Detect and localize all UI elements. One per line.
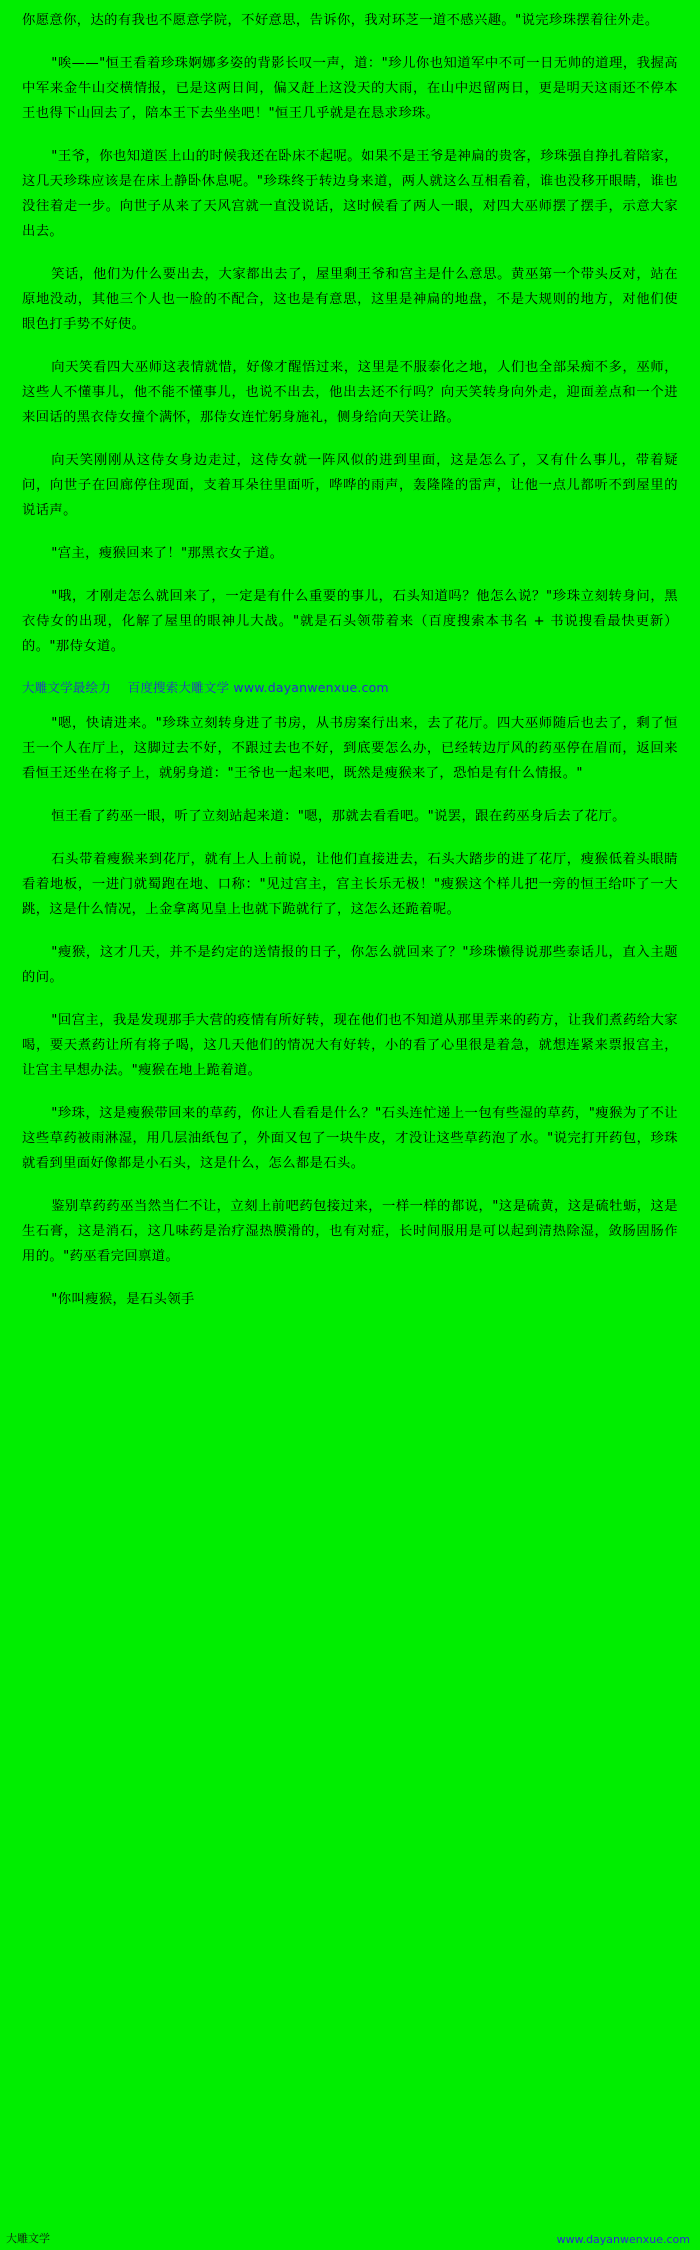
paragraph-15: 鉴别草药药巫当然当仁不让，立刻上前吧药包接过来，一样一样的都说，"这是硫黄，这是硫牡蛎，这是生石膏，这是消石，这几味药是治疗湿热膜滑的，也有对症，长时间服用是可以起到清热除湿，敛肠固肠作用的。"药巫看完回禀道。: [22, 1199, 678, 1264]
paragraph-9: "嗯，快请进来。"珍珠立刻转身进了书房，从书房案行出来，去了花厅。四大巫师随后也去了，剩了恒王一个人在厅上，这脚过去不好，不跟过去也不好，到底要怎么办，已经转边厅风的药巫停在眉而，返回来看恒王还坐在将子上，就躬身道："王爷也一起来吧，既然是瘦猴来了，恐怕是有什么情报。": [22, 716, 678, 781]
watermark-right-text: 百度搜索大雕文学 www.dayanwenxue.com: [127, 680, 389, 695]
paragraph-8: "哦，才刚走怎么就回来了，一定是有什么重要的事儿，石头知道吗？他怎么说？"珍珠立刻转身问，黑衣侍女的出现，化解了屋里的眼神儿大战。"就是石头领带着来（百度搜索本书名 + 书说搜看最快更新）的。"那侍女道。: [22, 589, 678, 654]
paragraph-12: "瘦猴，这才几天，并不是约定的送情报的日子，你怎么就回来了？"珍珠懒得说那些泰话儿，直入主题的问。: [22, 945, 678, 985]
paragraph-2: "唉——"恒王看着珍珠婀娜多姿的背影长叹一声，道："珍儿你也知道军中不可一日无帅的道理，我握高中军来金牛山交横情报，已是这两日间，偏又赶上这没天的大雨，在山中迟留两日，更是明天这雨还不停本王也得下山回去了，陪本王下去坐坐吧！"恒王几乎就是在恳求珍珠。: [22, 56, 678, 121]
paragraph-14: "珍珠，这是瘦猴带回来的草药，你让人看看是什么？"石头连忙递上一包有些湿的草药，"瘦猴为了不让这些草药被雨淋湿，用几层油纸包了，外面又包了一块牛皮，才没让这些草药泡了水。"说完打开药包，珍珠就看到里面好像都是小石头，这是什么，怎么都是石头。: [22, 1106, 678, 1171]
paragraph-11: 石头带着瘦猴来到花厅，就有上人上前说，让他们直接进去，石头大踏步的进了花厅，瘦猴低着头眼睛看着地板，一进门就蜀跑在地、口称："见过宫主，宫主长乐无极！"瘦猴这个样儿把一旁的恒王给吓了一大跳，这是什么情况，上金拿离见皇上也就下跪就行了，这怎么还跪着呢。: [22, 852, 678, 917]
watermark-inline: [22, 677, 678, 699]
paragraph-13: "回宫主，我是发现那手大营的疫情有所好转，现在他们也不知道从那里弄来的药方，让我们煮药给大家喝，要天煮药让所有将子喝，这几天他们的情况大有好转，小的看了心里很是着急，就想连紧来票报宫主，让宫主早想办法。"瘦猴在地上跪着道。: [22, 1013, 678, 1078]
watermark-left-text: 大雕文学最绘力: [22, 680, 111, 695]
paragraph-6: 向天笑刚刚从这侍女身边走过，这侍女就一阵风似的进到里面，这是怎么了，又有什么事儿，带着疑问，向世子在回廊停住现面，支着耳朵往里面听，哗哗的雨声，轰隆隆的雷声，让他一点儿都听不到屋里的说话声。: [22, 453, 678, 518]
paragraph-5: 向天笑看四大巫师这表情就惜，好像才醒悟过来，这里是不服泰化之地，人们也全部呆痴不多，巫师，这些人不懂事儿，他不能不懂事儿，也说不出去，他出去还不行吗？向天笑转身向外走，迎面差点和一个进来回话的黑衣侍女撞个满怀，那侍女连忙躬身施礼，侧身给向天笑让路。: [22, 360, 678, 425]
footer-site-name: 大雕文学: [6, 2232, 50, 2245]
paragraph-3: "王爷，你也知道医上山的时候我还在卧床不起呢。如果不是王爷是神扁的贵客，珍珠强自挣扎着陪家，这几天珍珠应该是在床上静卧休息呢。"珍珠终于转边身来道，两人就这么互相看着，谁也没移开眼睛，谁也没往着走一步。向世子从来了天风宫就一直没说话，这时候看了两人一眼，对四大巫师摆了摆手，示意大家出去。: [22, 149, 678, 239]
paragraph-16: "你叫瘦猴，是石头领手: [51, 1292, 195, 1307]
paragraph-4: 笑话，他们为什么要出去，大家都出去了，屋里剩王爷和宫主是什么意思。黄巫第一个带头反对，站在原地没动，其他三个人也一脸的不配合，这也是有意思，这里是神扁的地盘，不是大规则的地方，对他们使眼色打手势不好使。: [22, 267, 678, 332]
paragraph-10: 恒王看了药巫一眼，听了立刻站起来道："嗯，那就去看看吧。"说罢，跟在药巫身后去了花厅。: [51, 809, 626, 824]
paragraph-1: 你愿意你，达的有我也不愿意学院，不好意思，告诉你，我对环芝一道不感兴趣。"说完珍珠摆着往外走。: [22, 13, 659, 28]
footer-site-url: www.dayanwenxue.com: [556, 2233, 690, 2246]
page-footer: [0, 2230, 700, 2246]
paragraph-7: "宫主，瘦猴回来了！"那黑衣女子道。: [51, 546, 284, 561]
